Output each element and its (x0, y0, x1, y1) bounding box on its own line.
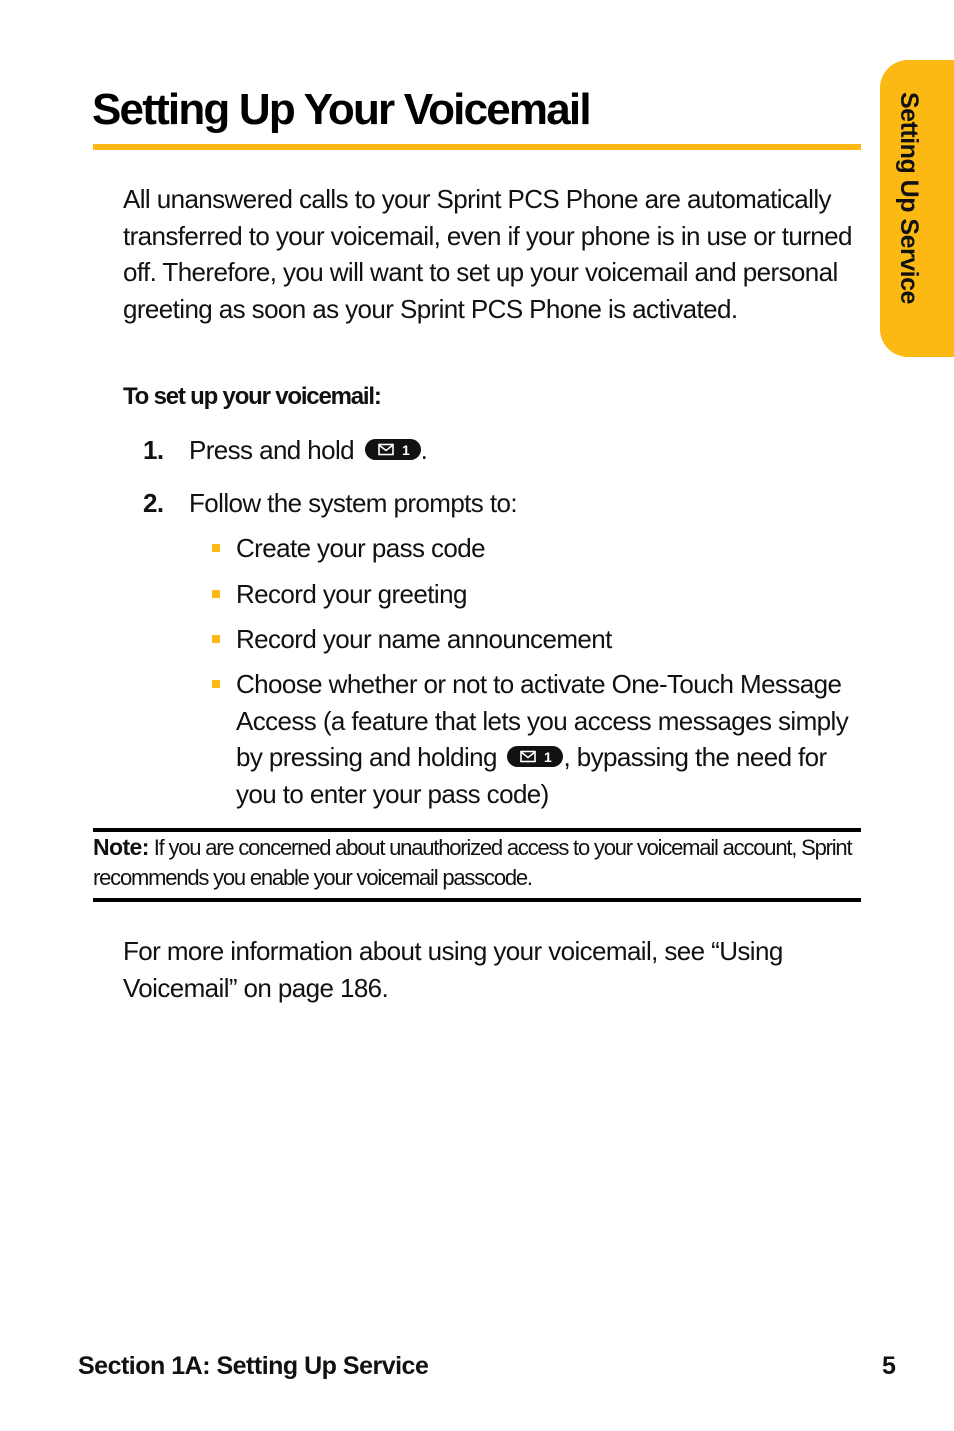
page-title: Setting Up Your Voicemail (92, 85, 590, 134)
intro-paragraph: All unanswered calls to your Sprint PCS Phone are automatically transferred to your voicemail, even if your phone is in use or turned off. Therefore, you will want to set up your voicemail and personal greeting as soon as your Sprint PCS Phone is activated. (123, 184, 852, 324)
list-item (236, 621, 856, 658)
step-text: Press and hold (189, 435, 355, 465)
note-text: If you are concerned about unauthorized access to your voicemail account, Sprint recommends you enable your voicemail passcode. (93, 835, 852, 890)
step-text: Follow the system prompts to: (189, 488, 517, 518)
voicemail-key-1-icon (507, 746, 563, 767)
step-suffix: . (420, 435, 428, 465)
bullet-text: Create your pass code (236, 533, 485, 563)
side-tab-label: Setting Up Service (895, 92, 923, 304)
title-rule (93, 144, 861, 150)
bullet-text: Record your name announcement (236, 624, 612, 654)
page-number: 5 (882, 1352, 896, 1380)
note-label: Note: (93, 834, 149, 860)
step-1 (143, 432, 427, 469)
bullet-square-icon (212, 635, 220, 643)
outro-paragraph: For more information about using your voicemail, see “Using Voicemail” on page 186. (123, 936, 783, 1003)
list-item (236, 530, 856, 567)
svg-text:1: 1 (544, 748, 552, 765)
voicemail-key-1-icon (365, 439, 421, 460)
bullet-text-before: Choose whether or not to activate One-Touch Message Access (a feature that lets you access messages simply by pressing and holding (236, 669, 849, 772)
note-bottom-rule (93, 898, 861, 902)
bullet-square-icon (212, 680, 220, 688)
step-number: 1. (143, 435, 164, 465)
bullet-text-after: , bypassing the need for you to enter your pass code) (236, 742, 827, 809)
list-item (236, 666, 856, 812)
step-2 (143, 485, 517, 522)
svg-text:1: 1 (401, 441, 409, 458)
note-block (93, 832, 861, 893)
bullet-text (236, 666, 856, 812)
bullet-square-icon (212, 544, 220, 552)
step-number: 2. (143, 488, 164, 518)
procedure-heading: To set up your voicemail: (123, 383, 381, 410)
footer-section-label: Section 1A: Setting Up Service (78, 1352, 429, 1380)
bullet-text: Record your greeting (236, 579, 467, 609)
list-item (236, 576, 856, 613)
bullet-square-icon (212, 590, 220, 598)
